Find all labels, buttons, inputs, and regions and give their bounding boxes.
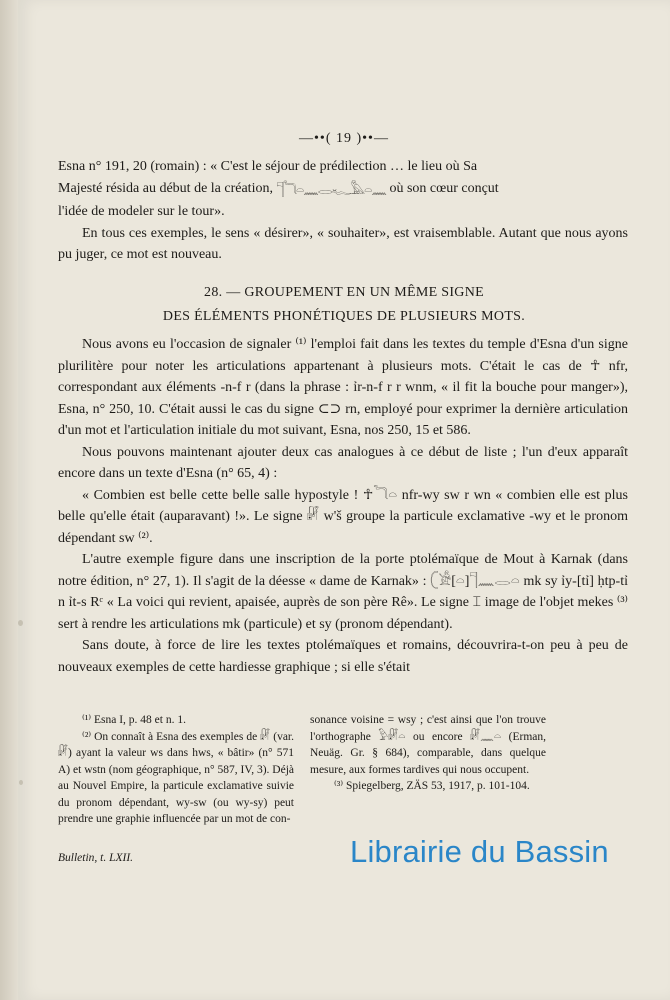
paragraph-4: Nous pouvons maintenant ajouter deux cas analogues à ce début de liste ; l'un d'eux apparaît encore dans un texte d'Esna (n° 65, 4) : bbox=[58, 444, 628, 481]
hieroglyph-group-icon: 𓊹𓆓𓏏𓈖𓂋𓆑𓅓𓏏𓈖 bbox=[276, 182, 386, 198]
document-page bbox=[18, 0, 670, 1000]
section-body bbox=[58, 334, 628, 678]
footnotes-right bbox=[310, 712, 546, 795]
line-3: l'idée de modeler sur le tour». bbox=[58, 204, 225, 219]
footnote-2-cont: sonance voisine = wsy ; c'est ainsi que l'on trouve l'orthographe 𓅱𓏞𓏏 ou encore 𓏞𓈖𓏏 (Erman, Neuäg. Gr. § 684), comparable, dans quelque mesure, aux formes tardives qui nous occupent. bbox=[310, 714, 546, 776]
footer-bulletin: Bulletin, t. LXII. bbox=[58, 852, 134, 864]
line-1: Esna n° 191, 20 (romain) : « C'est le séjour de prédilection … le lieu où Sa bbox=[58, 159, 478, 174]
section-heading bbox=[18, 281, 670, 329]
heading-line-2: DES ÉLÉMENTS PHONÉTIQUES DE PLUSIEURS MOTS. bbox=[162, 309, 526, 324]
footnote-1: ⁽¹⁾ Esna I, p. 48 et n. 1. bbox=[82, 714, 186, 726]
paragraph-7: Sans doute, à force de lire les textes ptolémaïques et romains, découvrira-t-on peu à peu de nouveaux exemples de cette hardiesse graphique ; si elle s'était bbox=[58, 638, 628, 675]
heading-line-1: 28. — GROUPEMENT EN UN MÊME SIGNE bbox=[204, 285, 484, 300]
line-2-end: où son cœur conçut bbox=[389, 180, 499, 196]
paper-spot bbox=[18, 620, 23, 626]
paragraph-5: « Combien est belle cette belle salle hypostyle ! ☥𓆓𓏏 nfr-wy sw r wn « combien elle est plus belle qu'elle était (auparavant) !». Le signe 𓏞 w'š groupe la particule exclamative -wy et le pronom dépendant sw ⁽²⁾. bbox=[58, 487, 628, 546]
footnote-2: ⁽²⁾ On connaît à Esna des exemples de 𓏞 (var. 𓏞) ayant la valeur ws dans hws, « bâtir» (n° 571 A) et wstn (nom géographique, n° 587, IV, 3). Déjà au Nouvel Empire, la particule exclamative suivie du pronom dépendant, wy-sw (ou wy-sy) peut prendre une graphie influencée par un mot de con- bbox=[58, 730, 294, 825]
opening-paragraph bbox=[58, 156, 628, 266]
paragraph-2: En tous ces exemples, le sens « désirer», « souhaiter», est vraisemblable. Autant que nous ayons pu juger, ce mot est nouveau. bbox=[58, 225, 628, 262]
paragraph-6: L'autre exemple figure dans une inscription de la porte ptolémaïque de Mout à Karnak (dans notre édition, n° 27, 1). Il s'agit de la déesse « dame de Karnak» : 𓍹𓀀[𓏏]𓊹𓈖𓂋𓏏 mk sy ỉy-[tỉ] ḥtp-tỉ n ỉt-s Rᶜ « La voici qui revient, apaisée, auprès de son père Rê». Le signe ⌶ image de l'objet mekes ⁽³⁾ sert à rendre les articulations mk (particule) et sy (pronom dépendant). bbox=[58, 552, 628, 632]
watermark: Librairie du Bassin bbox=[350, 834, 609, 869]
page-edge bbox=[0, 0, 18, 1000]
page-number: —••( 19 )••— bbox=[299, 131, 389, 146]
paragraph-3: Nous avons eu l'occasion de signaler ⁽¹⁾ l'emploi fait dans les textes du temple d'Esna d'un signe plurilitère pour noter les articulations appartenant à plusieurs mots. C'était le cas de ☥ nfr, correspondant aux éléments -n-f r (dans la phrase : ỉr-n-f r r wnm, « il fit la bouche pour manger»), Esna, n° 250, 10. C'était aussi le cas du signe ⊂⊃ rn, employé pour exprimer la dernière articulation d'un mot et l'articulation initiale du mot suivant, Esna, nos 250, 15 et 586. bbox=[58, 337, 628, 438]
footnote-3: ⁽³⁾ Spiegelberg, ZÄS 53, 1917, p. 101-104. bbox=[334, 780, 530, 792]
paper-spot bbox=[19, 780, 23, 785]
footnotes-left bbox=[58, 712, 294, 828]
line-2: Majesté résida au début de la création, bbox=[58, 180, 273, 196]
